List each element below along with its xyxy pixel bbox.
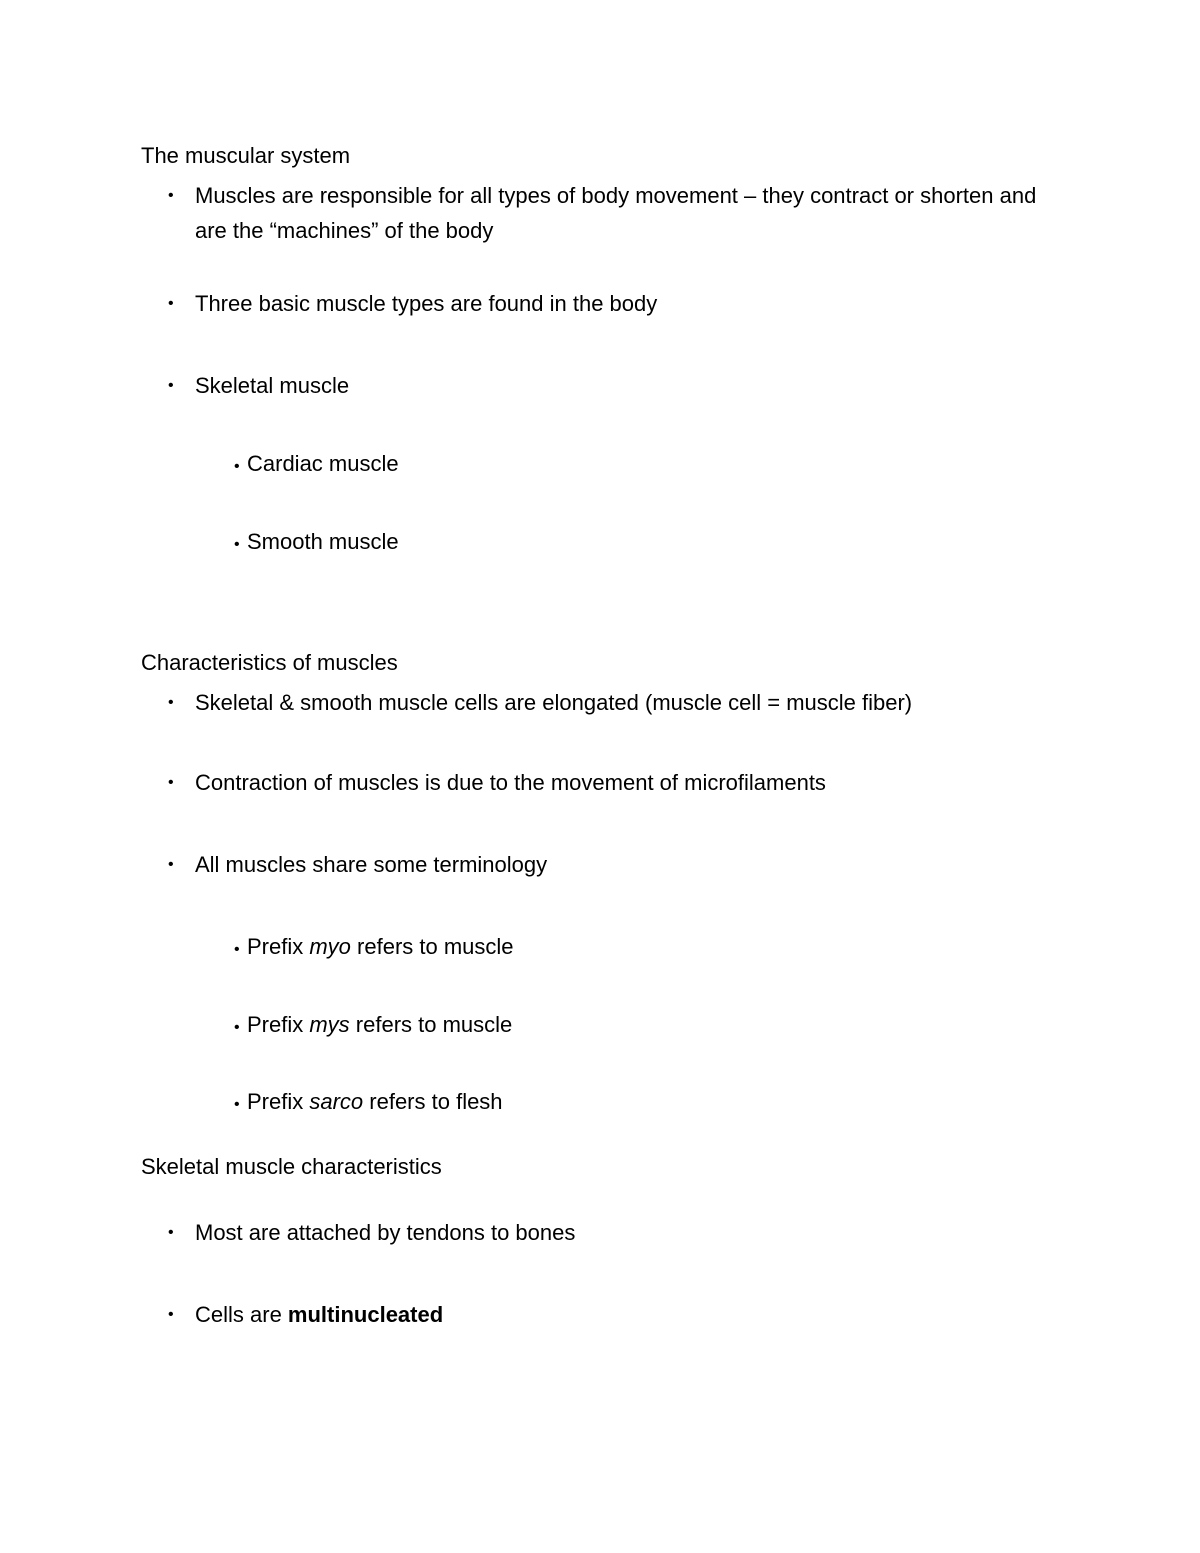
bullet-icon: •	[168, 774, 174, 791]
bullet-icon: •	[234, 941, 240, 958]
bullet-icon: •	[168, 856, 174, 873]
bullet-text: All muscles share some terminology	[195, 852, 548, 877]
bullet-text: Skeletal & smooth muscle cells are elongated (muscle cell = muscle fiber)	[195, 690, 913, 715]
bullet-item	[168, 685, 912, 720]
bullet-item	[168, 1297, 443, 1332]
bullet-icon: •	[168, 295, 174, 312]
heading-skeletal-characteristics: Skeletal muscle characteristics	[141, 1154, 442, 1179]
bullet-icon: •	[234, 1096, 240, 1113]
bullet-text: Contraction of muscles is due to the movement of microfilaments	[195, 770, 826, 795]
sub-bullet-item	[234, 929, 514, 967]
bullet-item	[168, 178, 1065, 248]
bullet-item	[168, 1215, 575, 1250]
prefix-lead: Prefix	[247, 934, 310, 959]
bullet-item	[168, 286, 657, 321]
prefix-rest: refers to flesh	[363, 1089, 503, 1114]
bullet-text: Three basic muscle types are found in the body	[195, 291, 658, 316]
sub-bullet-item	[234, 524, 399, 562]
sub-bullet-item	[234, 446, 399, 484]
heading-muscular-system: The muscular system	[141, 143, 351, 168]
bullet-icon: •	[234, 536, 240, 553]
sub-bullet-item	[234, 1007, 512, 1045]
bullet-icon: •	[168, 377, 174, 394]
bullet-icon: •	[234, 458, 240, 475]
prefix-term: mys	[309, 1012, 350, 1037]
prefix-rest: refers to muscle	[350, 934, 514, 959]
bullet-lead: Cells are	[195, 1302, 288, 1327]
prefix-lead: Prefix	[247, 1089, 310, 1114]
bullet-bold-term: multinucleated	[287, 1302, 444, 1327]
bullet-text: Skeletal muscle	[195, 373, 350, 398]
bullet-icon: •	[168, 187, 174, 204]
bullet-text: Muscles are responsible for all types of body movement – they contract or shorten and are the “machines” of the body	[195, 183, 1037, 243]
bullet-item	[168, 368, 349, 403]
bullet-icon: •	[168, 1224, 174, 1241]
bullet-icon: •	[234, 1019, 240, 1036]
heading-characteristics: Characteristics of muscles	[141, 650, 398, 675]
sub-bullet-item	[234, 1084, 503, 1122]
bullet-item	[168, 765, 826, 800]
bullet-icon: •	[168, 1306, 174, 1323]
prefix-term: sarco	[309, 1089, 364, 1114]
bullet-item	[168, 847, 547, 882]
sub-bullet-text: Smooth muscle	[247, 529, 399, 554]
bullet-icon: •	[168, 694, 174, 711]
prefix-lead: Prefix	[247, 1012, 310, 1037]
sub-bullet-text: Cardiac muscle	[247, 451, 399, 476]
prefix-rest: refers to muscle	[349, 1012, 513, 1037]
bullet-text: Most are attached by tendons to bones	[195, 1220, 576, 1245]
prefix-term: myo	[309, 934, 351, 959]
